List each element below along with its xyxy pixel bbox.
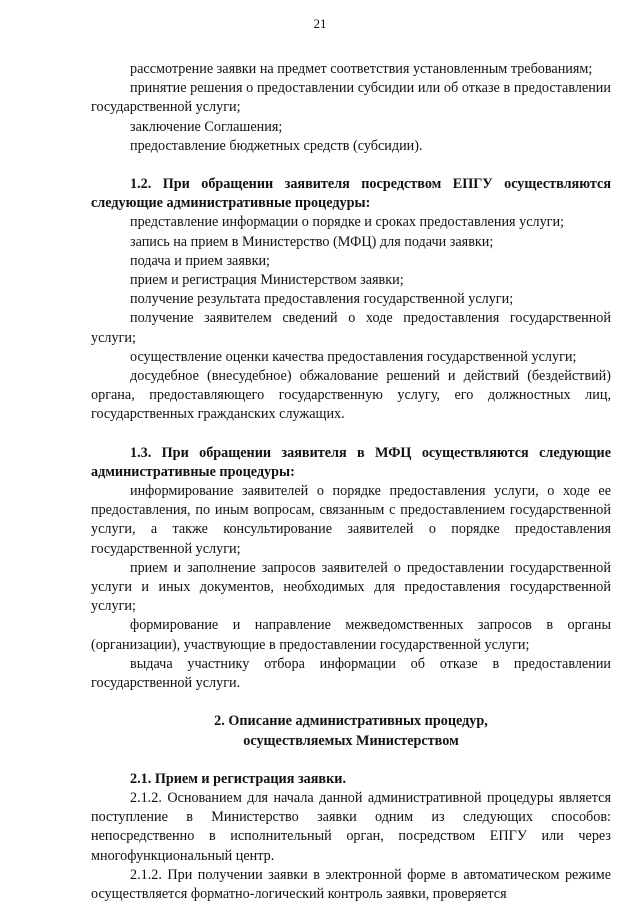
list-item: заключение Соглашения; [130,118,283,135]
paragraph: 2.1.2. При получении заявки в электронной форме в автоматическом режиме осуществляется форматно-логический контроль заявки, проверяется [91,866,611,902]
section-2-title-line1: 2. Описание административных процедур, [214,713,488,730]
list-item: представление информации о порядке и сроках предоставления услуги; [130,214,565,231]
list-item: формирование и направление межведомственных запросов в органы (организации), участвующие в предоставлении государственной услуги; [91,617,611,653]
list-item: информирование заявителей о порядке предоставления услуги, о ходе ее предоставления, по иным вопросам, связанным с предоставлением государственной услуги, а также консультирование заявителей о порядке предоставления государственной услуги; [91,483,611,557]
list-item: рассмотрение заявки на предмет соответствия установленным требованиям; [130,61,593,77]
list-item: выдача участнику отбора информации об отказе в предоставлении государственной услуги. [91,655,611,692]
list-item: подача и прием заявки; [130,252,270,269]
page-content [91,60,611,904]
subsection-heading-2-1: 2.1. Прием и регистрация заявки. [130,770,346,787]
list-item: осуществление оценки качества предоставления государственной услуги; [130,348,577,365]
list-item: получение результата предоставления государственной услуги; [130,291,514,308]
paragraph: 2.1.2. Основанием для начала данной административной процедуры является поступление в Министерство заявки одним из следующих способов: непосредственно в исполнительный орган, посредством ЕПГУ или через многофункциональный центр. [91,789,611,864]
list-item: досудебное (внесудебное) обжалование решений и действий (бездействий) органа, предоставляющего государственную услугу, его должностных лиц, государственных гражданских служащих. [91,368,611,423]
section-heading-1-3: 1.3. При обращении заявителя в МФЦ осуществляются следующие административные процедуры: [91,444,611,480]
list-item: прием и регистрация Министерством заявки; [130,272,404,289]
section-2-title-line2: осуществляемых Министерством [243,732,459,749]
list-item: запись на прием в Министерство (МФЦ) для подачи заявки; [130,233,494,250]
list-item: прием и заполнение запросов заявителей о предоставлении государственной услуги и иных документов, необходимых для предоставления государственной услуги; [91,559,611,615]
page-number: 21 [313,16,327,31]
list-item: получение заявителем сведений о ходе предоставления государственной услуги; [91,310,611,346]
list-item: предоставление бюджетных средств (субсидии). [130,137,423,154]
section-heading-1-2: 1.2. При обращении заявителя посредством ЕПГУ осуществляются следующие административные процедуры: [91,176,611,212]
list-item: принятие решения о предоставлении субсидии или об отказе в предоставлении государственной услуги; [91,80,611,116]
